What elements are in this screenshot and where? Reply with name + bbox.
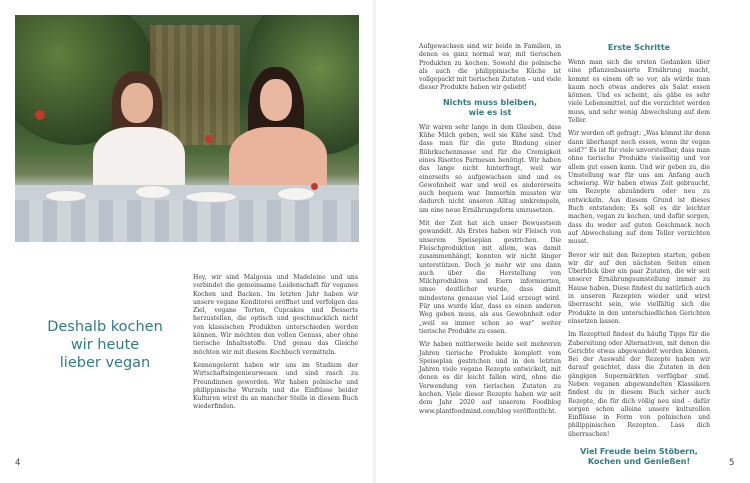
closing-line: Kochen und Genießen! xyxy=(587,457,691,467)
body-paragraph: Im Rezeptteil findest du häufig Tipps für die Zubereitung oder Alternativen, mit denen die Gerichte etwas abgewandelt werden können. Bei der Auswahl der Rezepte haben wir darauf geachtet, dass die Zutaten in den gängigen Supermärkten verfügbar sind. Neben veganen abgewandelten Klassikern findest du in diesem Buch sicher auch Rezepte, die für dich völlig neu sind – dafür sorgen schon alleine unsere kulturellen Einflüsse in Form von polnischen und philippinischen Rezepten. Lass dich überraschen! xyxy=(568,331,710,438)
cover-photo-two-women-at-table xyxy=(15,15,359,242)
heading-line: lieber vegan xyxy=(59,355,151,371)
right-column-1 xyxy=(419,43,561,421)
subhead-line: wie es ist xyxy=(468,107,512,117)
chapter-heading xyxy=(45,318,165,372)
closing-line: Viel Freude beim Stöbern, xyxy=(580,447,698,457)
body-paragraph: Wenn man sich die ersten Gedanken über eine pflanzenbasierte Ernährung macht, kommt es einem oft so vor, als würde man kaum noch etwas anderes als Salat essen können. Und es scheint, als gäbe es sehr viele Lebensmittel, auf die verzichtet werden muss, und sehr wenig Abwechslung auf dem Teller. xyxy=(568,59,710,125)
right-column-2 xyxy=(568,43,710,467)
subheading-erste-schritte: Erste Schritte xyxy=(607,43,671,52)
body-paragraph: Aufgewachsen sind wir beide in Familien, in denen es ganz normal war, mit tierischen Produkten zu kochen. Sowohl die polnische als auch die philippinische Küche ist vollgepackt mit tierischen Zutaten – und viele dieser Produkte haben wir geliebt! xyxy=(419,43,561,92)
subheading-nichts-muss-bleiben xyxy=(419,98,561,118)
body-paragraph: Wir haben mittlerweile beide seit mehreren Jahren tierische Produkte komplett vom Speiseplan gestrichen und in den letzten Jahren viele vegane Rezepte entwickelt, mit denen es dir leicht fallen wird, ohne die Verwendung von tierischen Zutaten zu kochen. Viele dieser Rezepte haben wir seit dem Jahr 2020 auf unserem Foodblog www.plantfoodmind.com/blog veröffentlicht. xyxy=(419,341,561,415)
body-paragraph: Mit der Zeit hat sich unser Bewusstsein gewandelt. Als Erstes haben wir Fleisch von unserem Speiseplan gestrichen. Die Fleischproduktion mit allem, was damit zusammenhängt, konnten wir nicht länger unterstützen. Doch je mehr wir uns dann auch über die Herstellung von Milchprodukten und Eiern informierten, umso deutlicher wurde, dass damit mindestens genauso viel Leid erzeugt wird. Für uns wurde klar, dass es einen anderen Weg geben muss, als aus Gewohnheit oder „weil es immer schon so war“ weiter tierische Produkte zu essen. xyxy=(419,220,561,335)
heading-line: Deshalb kochen xyxy=(47,319,163,335)
page-number-right: 5 xyxy=(729,458,735,468)
body-paragraph: Wir waren sehr lange in dem Glauben, dass Kühe Milch geben, weil sie Kühe sind. Und dass man für die gute Bindung einer Rührkuchenmasse und für die Cremigkeit eines Risottos Parmesan benötigt. Wir haben das lange nicht hinterfragt, weil wir einerseits so aufgewachsen sind und es Gewohnheit war und weil es andererseits auch bequem war. Immerhin mussten wir dadurch nicht unseren Alltag umkrempeln, um eine neue Ernährungsform umzusetzen. xyxy=(419,123,561,214)
closing-message xyxy=(568,447,710,467)
right-page xyxy=(376,0,750,483)
heading-line: wir heute xyxy=(70,337,140,353)
subhead-line: Nichts muss bleiben, xyxy=(442,97,538,107)
body-paragraph: Kennengelernt haben wir uns im Studium der Wirtschaftsingenieurwesen und sind rasch zu Freundinnen geworden. Wir haben polnische und philippinische Wurzeln und die Einflüsse beider Kulturen wirst du an mancher Stelle in diesem Buch wiederfinden. xyxy=(193,361,358,411)
body-paragraph: Hey, wir sind Malgosia und Madeleine und uns verbindet die gemeinsame Leidenschaft für veganes Kochen und Backen. Im letzten Jahr haben wir unsere vegane Konditorei eröffnet und verfolgen das Ziel, vegane Torten, Cupcakes und Desserts herzustellen, die optisch und geschmacklich nicht von klassischen Produkten unterschieden werden können. Wir möchten den vollen Genuss, aber ohne tierische Inhaltsstoffe. Und genau das Gleiche möchten wir mit diesem Kochbuch vermitteln. xyxy=(193,274,358,356)
left-text-column xyxy=(193,274,358,417)
page-number-left: 4 xyxy=(15,458,21,468)
left-page xyxy=(0,0,374,483)
body-paragraph: Wir werden oft gefragt: „Was kömmt ihr denn dann überhaupt noch essen, wenn ihr vegan seid?“ Es ist für viele unvorstellbar, dass man ohne tierische Produkte vielseitig und vor allem gut essen kann. Und wir geben zu, die Umstellung war für uns am Anfang auch schwierig. Wir haben etwas Zeit gebraucht, um Rezepte abzuändern oder neu zu entwickeln. Aus diesem Grund ist dieses Buch entstanden: Es soll es dir leichter machen, vegan zu kochen, und dafür sorgen, dass du weder auf guten Geschmack noch auf Abwechslung auf dem Teller verzichten musst. xyxy=(568,130,710,246)
body-paragraph: Bevor wir mit den Rezepten starten, geben wir dir auf den nächsten Seiten einen Überblick über ein paar Zutaten, die wir seit unserer Ernährungsumstellung immer zu Hause haben. Diese findest du natürlich auch in unseren Rezepten wieder und wirst überrascht sein, wie vielfältig sich die Produkte in den unterschiedlichen Gerichten einsetzen lassen. xyxy=(568,251,710,325)
